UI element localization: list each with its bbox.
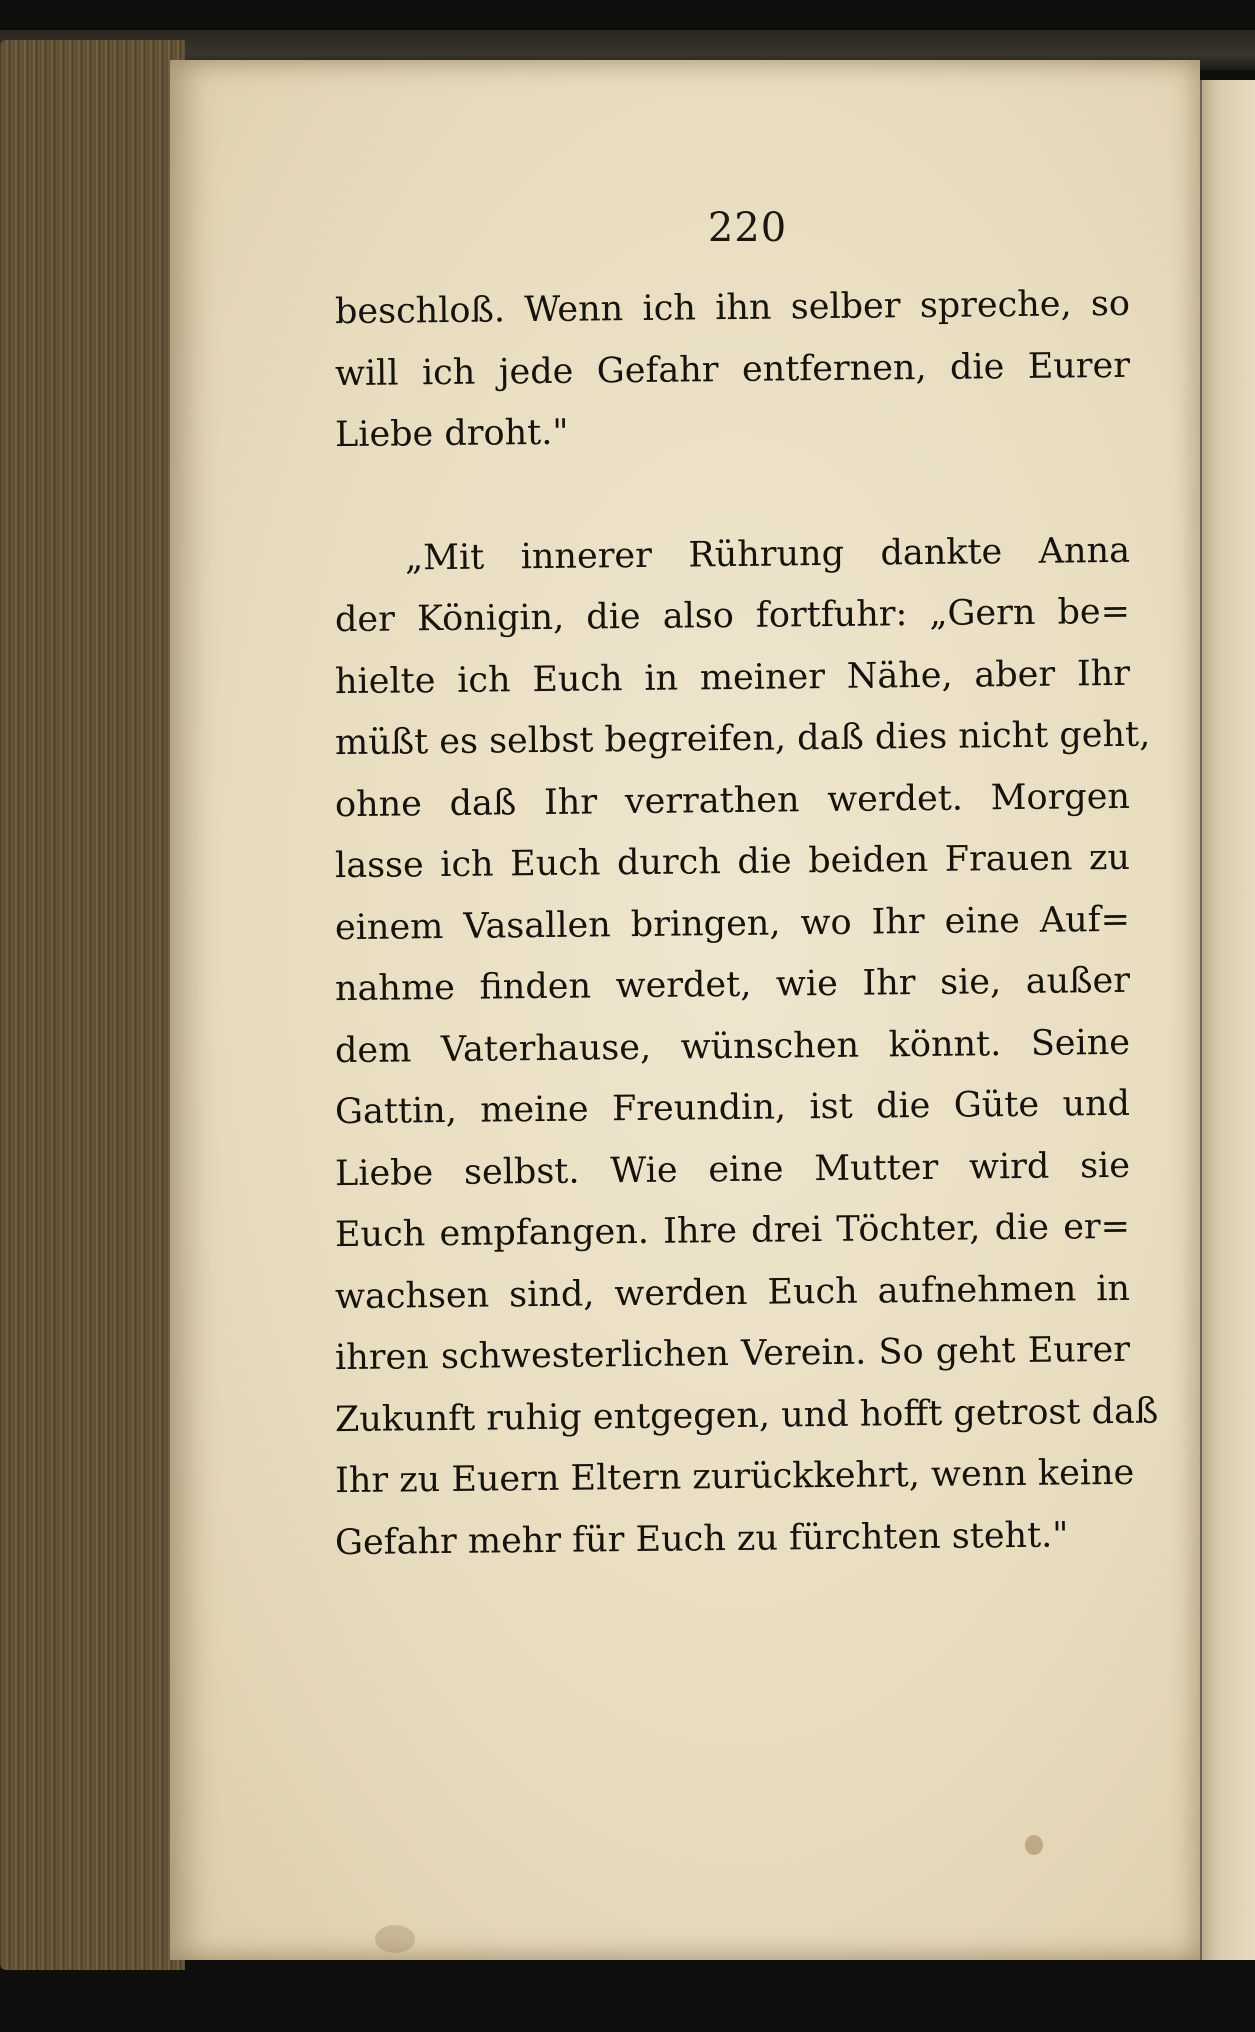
facing-page-edge	[1200, 80, 1255, 1960]
paragraph-gap	[335, 463, 1130, 525]
text-line: „Mit innerer Rührung dankte Anna	[404, 530, 1131, 578]
page-number: 220	[707, 205, 788, 251]
text-line: Liebe selbst. Wie eine Mutter wird sie	[334, 1145, 1131, 1194]
text-line: Zukunft ruhig entgegen, und hofft getrost daß	[334, 1391, 1159, 1440]
paper-stain	[375, 1925, 415, 1953]
text-line: Liebe droht."	[334, 412, 569, 456]
text-line: beschloß. Wenn ich ihn selber spreche, so	[334, 283, 1131, 333]
book-page-edges	[0, 40, 185, 1970]
text-line: lasse ich Euch durch die beiden Frauen zu	[334, 837, 1131, 887]
text-line: Gattin, meine Freundin, ist die Güte und	[334, 1083, 1131, 1133]
text-line: dem Vaterhause, wünschen könnt. Seine	[334, 1022, 1131, 1071]
text-line: ohne daß Ihr verrathen werdet. Morgen	[334, 776, 1131, 825]
text-line: einem Vasallen bringen, wo Ihr eine Auf=	[334, 899, 1131, 948]
text-line: müßt es selbst begreifen, daß dies nicht geht,	[334, 714, 1151, 764]
text-line: nahme finden werdet, wie Ihr sie, außer	[334, 960, 1131, 1010]
page-text	[334, 278, 1159, 1570]
paragraph-2	[334, 525, 1159, 1571]
paper-stain	[1025, 1835, 1043, 1855]
text-line: Euch empfangen. Ihre drei Töchter, die er=	[334, 1206, 1131, 1256]
paragraph-1	[335, 278, 1130, 463]
text-line: Gefahr mehr für Euch zu fürchten steht."	[334, 1514, 1069, 1563]
text-line: ihren schwesterlichen Verein. So geht Eurer	[334, 1329, 1131, 1379]
text-line: hielte ich Euch in meiner Nähe, aber Ihr	[334, 653, 1131, 702]
text-line: der Königin, die also fortfuhr: „Gern be=	[334, 591, 1131, 641]
text-line: will ich jede Gefahr entfernen, die Eurer	[334, 345, 1131, 394]
text-line: Ihr zu Euern Eltern zurückkehrt, wenn keine	[334, 1452, 1135, 1502]
text-line: wachsen sind, werden Euch aufnehmen in	[334, 1268, 1131, 1317]
